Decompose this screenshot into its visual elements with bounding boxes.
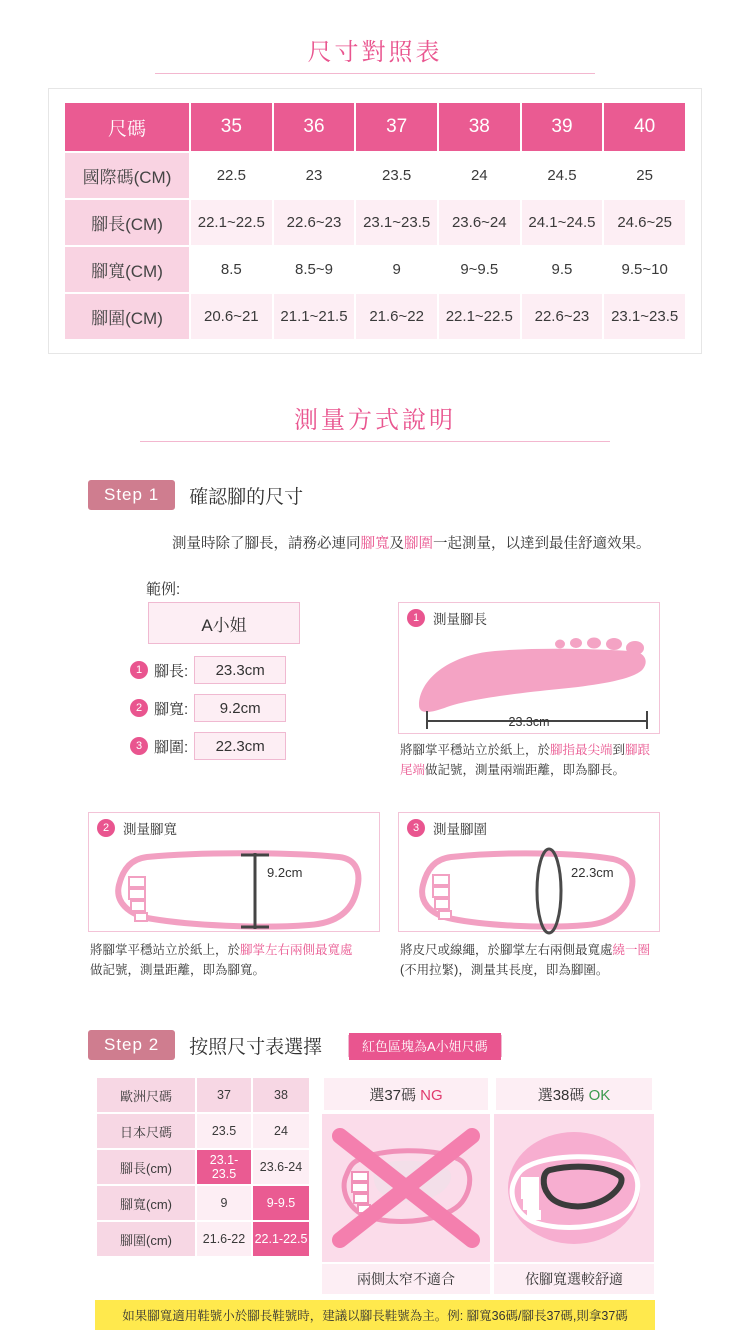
panel1-measure: 23.3cm — [508, 715, 550, 729]
caption2-a: 將腳掌平穩站立於紙上，於 — [90, 943, 241, 957]
cmp-cell-37: 21.6-22 — [196, 1221, 252, 1257]
table-row — [96, 1221, 310, 1257]
panel3-measure: 22.3cm — [571, 865, 614, 880]
size-cell: 24.5 — [521, 152, 604, 199]
cmp-row-label: 歐洲尺碼 — [96, 1077, 196, 1113]
caption1-hl1: 腳指最尖端 — [550, 743, 613, 757]
size-cell: 9 — [355, 246, 438, 293]
panel3-title: 測量腳圍 — [433, 822, 487, 837]
cmp-row-label: 腳圍(cm) — [96, 1221, 196, 1257]
measure-divider — [140, 441, 610, 442]
cmp-cell-38-highlight: 9-9.5 — [252, 1185, 310, 1221]
foot-width-illustration — [89, 843, 379, 935]
size-cell: 24.1~24.5 — [521, 199, 604, 246]
step1-header — [88, 480, 303, 510]
ng-caption: 兩側太窄不適合 — [322, 1264, 490, 1294]
badge-number-1: 1 — [130, 661, 148, 679]
badge-number-2: 2 — [97, 819, 115, 837]
size-chart-title: 尺寸對照表 — [307, 39, 443, 66]
foot-girth-illustration — [399, 843, 659, 935]
intro-part-c: 一起測量，以達到最佳舒適效果。 — [433, 536, 651, 552]
table-row — [64, 199, 686, 246]
table-row — [96, 1077, 310, 1113]
badge-number-1: 1 — [407, 609, 425, 627]
badge-number-2: 2 — [130, 699, 148, 717]
ng-header — [322, 1076, 490, 1112]
badge-number-3: 3 — [130, 737, 148, 755]
size-cell: 23.6~24 — [438, 199, 521, 246]
panel3-caption — [400, 940, 656, 980]
badge-number-3: 3 — [407, 819, 425, 837]
ok-header — [494, 1076, 654, 1112]
legend-chip-label: 紅色區塊為A小姐尺碼 — [349, 1033, 501, 1060]
ng-foot-illustration — [322, 1114, 490, 1262]
size-cell: 22.1~22.5 — [438, 293, 521, 340]
cmp-row-label: 日本尺碼 — [96, 1113, 196, 1149]
caption1-a: 將腳掌平穩站立於紙上，於 — [400, 743, 551, 757]
table-row — [96, 1185, 310, 1221]
table-row — [64, 293, 686, 340]
table-row — [96, 1149, 310, 1185]
size-cell: 36 — [273, 102, 356, 152]
panel1-caption — [400, 740, 656, 780]
size-cell: 38 — [438, 102, 521, 152]
example-label: 範例: — [146, 581, 181, 598]
intro-highlight-girth: 腳圍 — [404, 536, 433, 552]
ok-header-text: 選38碼 — [537, 1087, 585, 1104]
table-row — [64, 246, 686, 293]
panel2-header — [89, 813, 379, 843]
step2-legend — [348, 1035, 502, 1057]
ok-foot-illustration — [494, 1114, 654, 1262]
example-girth-label: 腳圍: — [154, 738, 189, 756]
example-length-row — [130, 656, 286, 684]
cmp-cell-37: 23.5 — [196, 1113, 252, 1149]
panel2-caption — [90, 940, 362, 980]
cmp-cell-38-highlight: 22.1-22.5 — [252, 1221, 310, 1257]
size-cell: 22.6~23 — [273, 199, 356, 246]
size-cell: 20.6~21 — [190, 293, 273, 340]
caption2-hl1: 腳掌左右兩側最寬處 — [240, 943, 353, 957]
size-cell: 22.1~22.5 — [190, 199, 273, 246]
intro-highlight-width: 腳寬 — [360, 536, 390, 552]
size-cell: 37 — [355, 102, 438, 152]
example-person-box: A小姐 — [148, 602, 300, 644]
title-divider — [155, 73, 595, 74]
table-row — [64, 152, 686, 199]
size-cell: 40 — [603, 102, 686, 152]
size-cell: 24.6~25 — [603, 199, 686, 246]
panel-foot-length — [398, 602, 660, 734]
size-cell: 9.5 — [521, 246, 604, 293]
step2-title: 按照尺寸表選擇 — [189, 1036, 323, 1058]
panel-foot-girth — [398, 812, 660, 932]
step2-badge: Step 2 — [88, 1030, 175, 1060]
caption3-b: (不用拉緊)，測量其長度，即為腳圍。 — [400, 963, 609, 977]
cmp-cell-38: 24 — [252, 1113, 310, 1149]
caption1-b: 到 — [612, 743, 626, 757]
size-row-label: 腳圍(CM) — [64, 293, 190, 340]
cmp-cell-37-highlight: 23.1-23.5 — [196, 1149, 252, 1185]
size-cell: 9~9.5 — [438, 246, 521, 293]
size-cell: 8.5~9 — [273, 246, 356, 293]
panel-foot-width — [88, 812, 380, 932]
size-row-label: 國際碼(CM) — [64, 152, 190, 199]
ng-illustration-box — [322, 1114, 490, 1262]
size-cell: 21.1~21.5 — [273, 293, 356, 340]
size-table-container — [48, 88, 702, 354]
size-cell: 39 — [521, 102, 604, 152]
cmp-cell-37: 37 — [196, 1077, 252, 1113]
example-width-label: 腳寬: — [154, 700, 189, 718]
intro-part-b: 及 — [389, 536, 404, 552]
table-row — [96, 1113, 310, 1149]
size-cell: 22.5 — [190, 152, 273, 199]
cmp-row-label: 腳長(cm) — [96, 1149, 196, 1185]
cmp-cell-38: 23.6-24 — [252, 1149, 310, 1185]
ok-illustration-box — [494, 1114, 654, 1262]
caption1-c: 做記號，測量兩端距離，即為腳長。 — [425, 763, 626, 777]
example-length-value: 23.3cm — [194, 656, 286, 684]
example-width-value: 9.2cm — [194, 694, 286, 722]
size-cell: 24 — [438, 152, 521, 199]
size-cell: 23.5 — [355, 152, 438, 199]
size-table — [63, 101, 687, 341]
size-row-label: 腳寬(CM) — [64, 246, 190, 293]
ng-header-text: 選37碼 — [369, 1087, 416, 1104]
panel1-title: 測量腳長 — [433, 612, 487, 627]
panel3-header — [399, 813, 659, 843]
step1-title: 確認腳的尺寸 — [189, 486, 304, 508]
ng-header-status: NG — [420, 1087, 443, 1104]
example-girth-row — [130, 732, 286, 760]
caption1-hl2: 腳跟尾端 — [400, 743, 651, 777]
size-row-label: 腳長(CM) — [64, 199, 190, 246]
step1-intro — [172, 532, 651, 553]
measure-heading — [0, 400, 750, 442]
ok-header-status: OK — [588, 1087, 611, 1104]
step1-badge: Step 1 — [88, 480, 175, 510]
size-cell: 9.5~10 — [603, 246, 686, 293]
cmp-row-label: 腳寬(cm) — [96, 1185, 196, 1221]
measure-title: 測量方式說明 — [294, 407, 456, 434]
intro-part-a: 測量時除了腳長，請務必連同 — [172, 536, 361, 552]
example-width-row — [130, 694, 286, 722]
caption3-hl1: 繞一圈 — [612, 943, 651, 957]
comparison-table — [95, 1076, 311, 1258]
size-cell: 8.5 — [190, 246, 273, 293]
step2-header — [88, 1030, 322, 1060]
size-cell: 23.1~23.5 — [603, 293, 686, 340]
note-bar: 如果腳寬適用鞋號小於腳長鞋號時，建議以腳長鞋號為主。例: 腳寬36碼/腳長37碼,則拿37碼 — [95, 1300, 655, 1330]
size-cell: 21.6~22 — [355, 293, 438, 340]
size-cell: 22.6~23 — [521, 293, 604, 340]
size-cell: 23.1~23.5 — [355, 199, 438, 246]
panel1-header — [399, 603, 659, 633]
table-row — [64, 102, 686, 152]
example-length-label: 腳長: — [154, 662, 189, 680]
size-cell: 35 — [190, 102, 273, 152]
caption2-b: 做記號，測量距離，即為腳寬。 — [90, 963, 266, 977]
cmp-cell-38: 38 — [252, 1077, 310, 1113]
size-chart-heading — [0, 32, 750, 74]
cmp-cell-37: 9 — [196, 1185, 252, 1221]
ok-caption: 依腳寬選較舒適 — [494, 1264, 654, 1294]
caption3-a: 將皮尺或線繩，於腳掌左右兩側最寬處 — [400, 943, 613, 957]
size-row-label: 尺碼 — [64, 102, 190, 152]
size-cell: 23 — [273, 152, 356, 199]
size-cell: 25 — [603, 152, 686, 199]
panel2-measure: 9.2cm — [267, 865, 303, 880]
example-girth-value: 22.3cm — [194, 732, 286, 760]
panel2-title: 測量腳寬 — [123, 822, 177, 837]
